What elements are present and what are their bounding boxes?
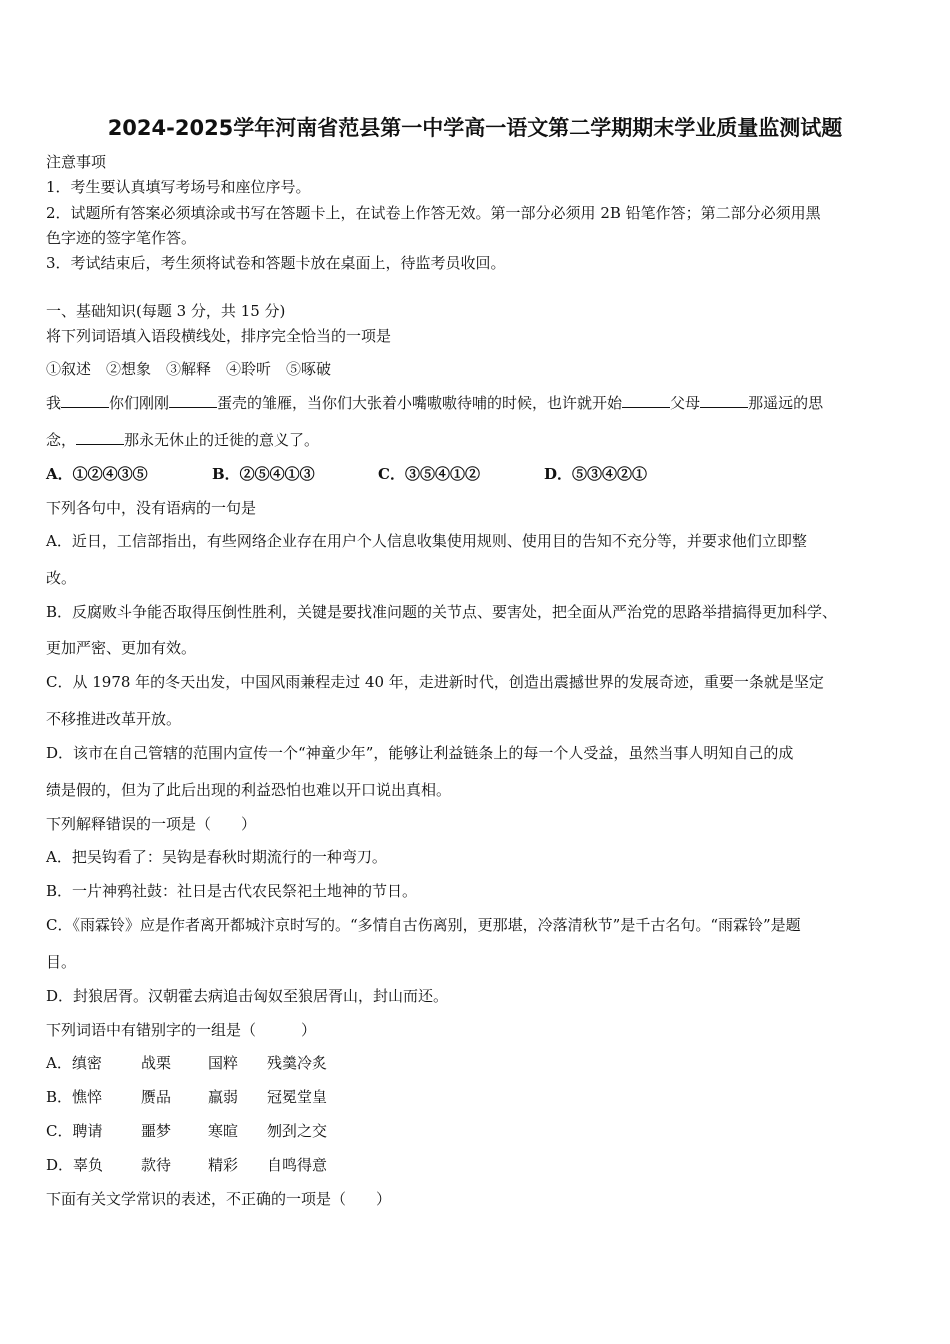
q4-word: C．聘请 [46, 1122, 103, 1140]
notice-item-1: 1．考生要认真填写考场号和座位序号。 [46, 178, 311, 196]
fill-blank [61, 393, 109, 408]
q2-option-d[interactable]: D．该市在自己管辖的范围内宣传一个“神童少年”，能够让利益链条上的每一个人受益，虽然当事人明知自己的成 [46, 744, 794, 762]
q1-stem: 将下列词语填入语段横线处，排序完全恰当的一项是 [46, 327, 392, 345]
q4-word: 战栗 [141, 1054, 172, 1072]
q4-word: 寒暄 [208, 1122, 239, 1140]
passage-text: 我 [46, 394, 62, 412]
q4-word: 冠冕堂皇 [267, 1088, 328, 1106]
notice-item-3: 3．考试结束后，考生须将试卷和答题卡放在桌面上，待监考员收回。 [46, 254, 506, 272]
q4-option-b[interactable] [46, 1087, 327, 1107]
passage-text: 你们刚刚 [109, 394, 170, 412]
q4-word: 噩梦 [141, 1122, 172, 1140]
passage-text: 那遥远的思 [748, 394, 824, 412]
q4-word: 自鸣得意 [267, 1156, 328, 1174]
q1-option-b[interactable]: B．②⑤④①③ [212, 465, 315, 483]
notice-item-2-cont: 色字迹的签字笔作答。 [46, 229, 197, 247]
q3-option-b[interactable]: B．一片神鸦社鼓：社日是古代农民祭祀土地神的节日。 [46, 882, 418, 900]
q1-option-d[interactable]: D．⑤③④②① [544, 465, 648, 483]
q2-option-a[interactable]: A．近日，工信部指出，有些网络企业存在用户个人信息收集使用规则、使用目的告知不充分等，并要求他们立即整 [46, 532, 807, 550]
notice-item-2: 2．试题所有答案必须填涂或书写在答题卡上，在试卷上作答无效。第一部分必须用 2B 铅笔作答；第二部分必须用黑 [46, 204, 821, 222]
q3-option-c[interactable]: C．《雨霖铃》应是作者离开都城汴京时写的。“多情自古伤离别，更那堪，冷落清秋节”是千古名句。“雨霖铃”是题 [46, 916, 801, 934]
q4-option-d[interactable] [46, 1155, 327, 1175]
passage-text: 念， [46, 431, 77, 449]
q4-word: 精彩 [208, 1156, 239, 1174]
q1-passage-line2 [46, 430, 319, 450]
q4-word: D．辜负 [46, 1156, 104, 1174]
q3-option-a[interactable]: A．把吴钩看了：吴钩是春秋时期流行的一种弯刀。 [46, 848, 387, 866]
q4-option-c[interactable] [46, 1121, 327, 1141]
q2-option-c[interactable]: C．从 1978 年的冬天出发，中国风雨兼程走过 40 年，走进新时代，创造出震撼世界的发展奇迹，重要一条就是坚定 [46, 673, 824, 691]
fill-blank [622, 393, 670, 408]
q1-options [46, 464, 647, 484]
fill-blank [700, 393, 748, 408]
q2-option-c-cont: 不移推进改革开放。 [46, 710, 182, 728]
q1-words: ①叙述 ②想象 ③解释 ④聆听 ⑤啄破 [46, 360, 332, 378]
page-title: 2024-2025学年河南省范县第一中学高一语文第二学期期末学业质量监测试题 [107, 116, 843, 140]
q4-word: 国粹 [208, 1054, 239, 1072]
fill-blank [76, 430, 124, 445]
q4-word: 刎刭之交 [267, 1122, 328, 1140]
section-heading: 一、基础知识(每题 3 分，共 15 分) [46, 302, 286, 320]
passage-text: 那永无休止的迁徙的意义了。 [124, 431, 320, 449]
q4-word: 羸弱 [208, 1088, 239, 1106]
passage-text: 父母 [670, 394, 701, 412]
fill-blank [169, 393, 217, 408]
q3-option-c-cont: 目。 [46, 953, 77, 971]
notice-heading: 注意事项 [46, 153, 107, 171]
q1-passage-line1 [46, 393, 823, 413]
q3-option-d[interactable]: D．封狼居胥。汉朝霍去病追击匈奴至狼居胥山，封山而还。 [46, 987, 449, 1005]
q4-stem: 下列词语中有错别字的一组是（ ） [46, 1021, 317, 1039]
q2-option-a-cont: 改。 [46, 569, 77, 587]
q4-word: 残羹冷炙 [267, 1054, 328, 1072]
passage-text: 蛋壳的雏雁，当你们大张着小嘴嗷嗷待哺的时候，也许就开始 [217, 394, 623, 412]
q4-option-a[interactable] [46, 1053, 327, 1073]
q1-option-c[interactable]: C．③⑤④①② [378, 465, 480, 483]
q2-option-b-cont: 更加严密、更加有效。 [46, 639, 197, 657]
q2-stem: 下列各句中，没有语病的一句是 [46, 499, 257, 517]
q1-option-a[interactable]: A．①②④③⑤ [46, 465, 148, 483]
q4-word: A．缜密 [46, 1054, 102, 1072]
q3-stem: 下列解释错误的一项是（ ） [46, 815, 257, 833]
q5-stem: 下面有关文学常识的表述，不正确的一项是（ ） [46, 1190, 392, 1208]
q2-option-b[interactable]: B．反腐败斗争能否取得压倒性胜利，关键是要找准问题的关节点、要害处，把全面从严治党的思路举措搞得更加科学、 [46, 603, 838, 621]
q4-word: 款待 [141, 1156, 172, 1174]
q4-word: 赝品 [141, 1088, 172, 1106]
q4-word: B．憔悴 [46, 1088, 103, 1106]
q2-option-d-cont: 绩是假的，但为了此后出现的利益恐怕也难以开口说出真相。 [46, 781, 452, 799]
